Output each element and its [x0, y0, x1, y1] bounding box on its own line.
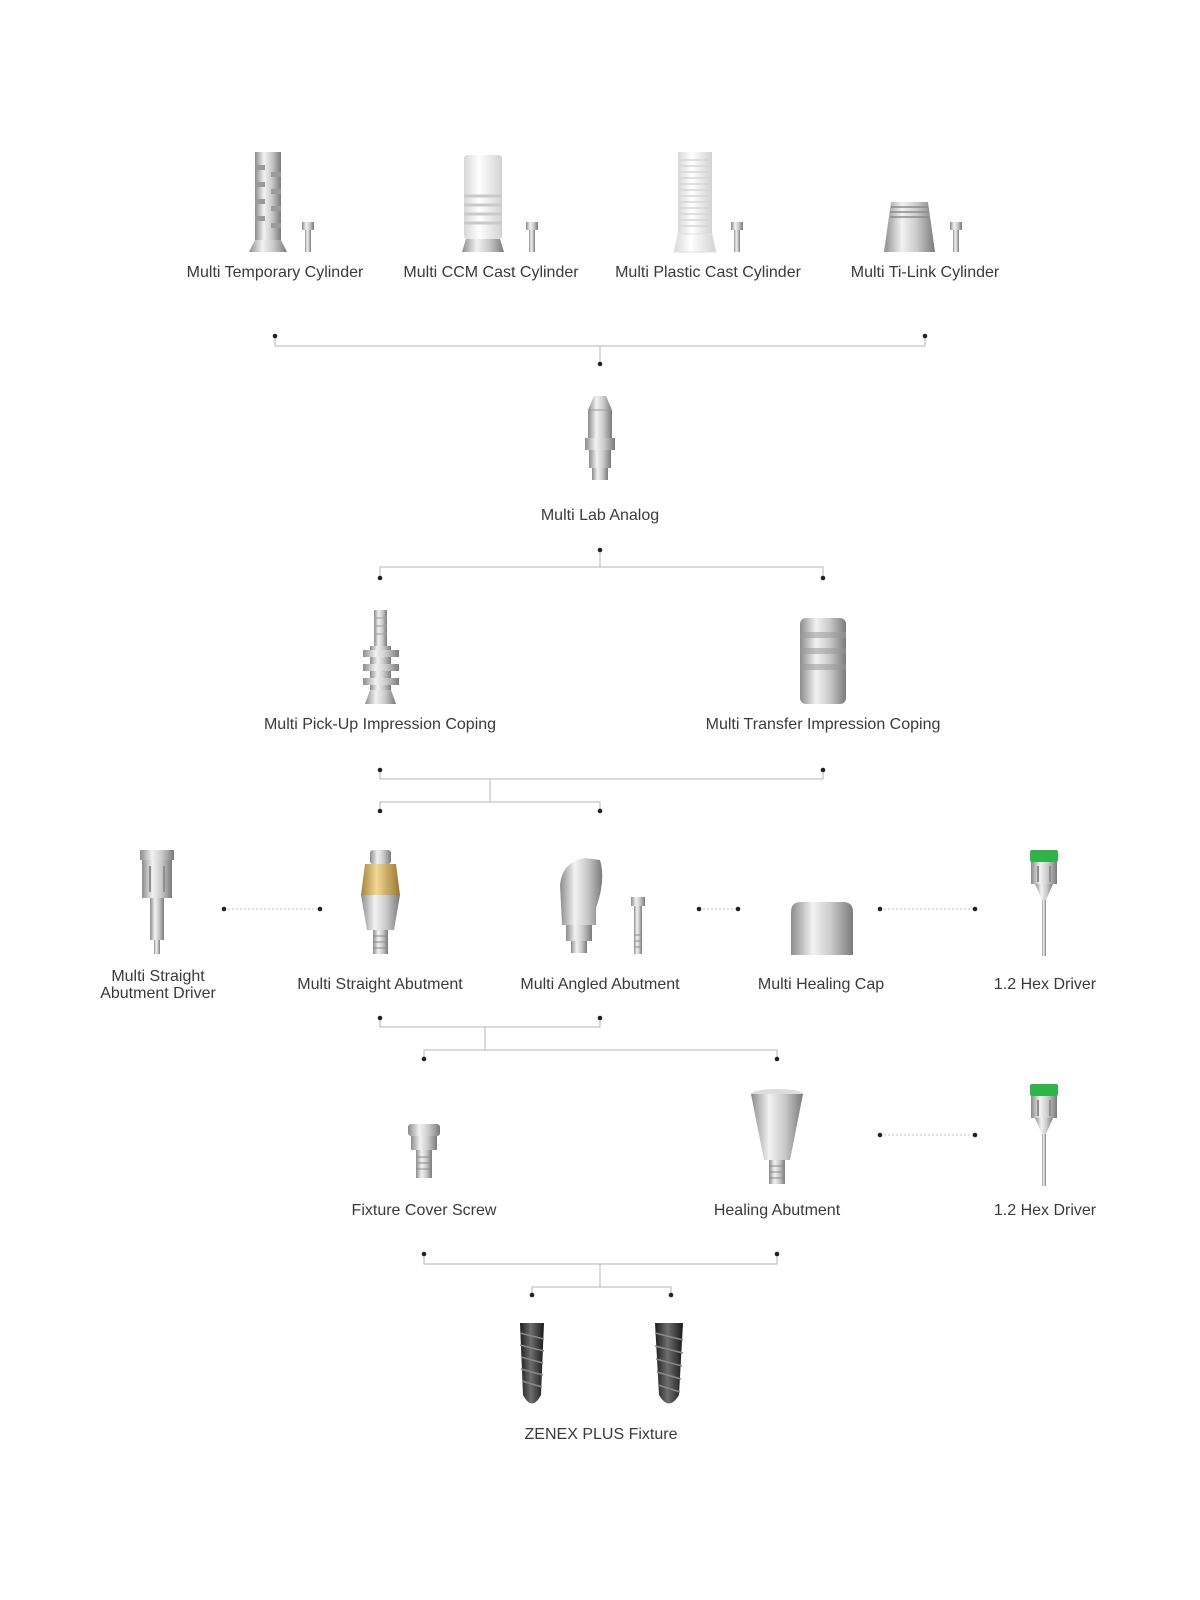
connector-cylinders-to-analog: [275, 337, 925, 364]
dot: [530, 1293, 535, 1298]
hex-driver-image: [1030, 1084, 1058, 1186]
label-plastic-cast-cylinder: Multi Plastic Cast Cylinder: [615, 264, 801, 281]
dot: [273, 334, 278, 339]
dot: [598, 548, 603, 553]
label-ti-link-cylinder: Multi Ti-Link Cylinder: [850, 264, 1000, 281]
label-lab-analog: Multi Lab Analog: [540, 507, 660, 524]
dot: [878, 907, 883, 912]
connector-screws-to-fixture: [424, 1254, 777, 1295]
hex-driver-image: [1030, 850, 1058, 956]
plastic-cast-cylinder-image: [674, 152, 743, 252]
cover-screw-image: [408, 1124, 440, 1178]
label-fixture: ZENEX PLUS Fixture: [524, 1426, 678, 1443]
dot: [821, 576, 826, 581]
straight-abutment-driver-image: [140, 850, 174, 954]
dot: [878, 1133, 883, 1138]
healing-cap-image: [791, 902, 853, 955]
label-hex-driver: 1.2 Hex Driver: [993, 1202, 1097, 1219]
dot: [222, 907, 227, 912]
label-healing-abutment: Healing Abutment: [713, 1202, 841, 1219]
label-transfer-coping: Multi Transfer Impression Coping: [705, 716, 941, 733]
fixture-image: [520, 1323, 544, 1404]
dot: [378, 576, 383, 581]
ti-link-cylinder-image: [884, 202, 962, 252]
dot: [775, 1057, 780, 1062]
lab-analog-image: [585, 396, 615, 480]
connector-abutments-to-screws: [380, 1018, 777, 1059]
label-line: Multi Straight: [111, 968, 205, 985]
label-angled-abutment: Multi Angled Abutment: [520, 976, 680, 993]
angled-abutment-image: [560, 858, 645, 954]
dot: [598, 809, 603, 814]
dot: [973, 907, 978, 912]
dot: [422, 1057, 427, 1062]
transfer-coping-image: [800, 618, 846, 704]
dot: [598, 362, 603, 367]
label-temporary-cylinder: Multi Temporary Cylinder: [186, 264, 364, 281]
straight-abutment-image: [361, 850, 400, 954]
label-ccm-cast-cylinder: Multi CCM Cast Cylinder: [403, 264, 579, 281]
dot: [973, 1133, 978, 1138]
connector-analog-to-copings: [380, 550, 823, 578]
dot: [923, 334, 928, 339]
label-line: Abutment Driver: [100, 985, 216, 1002]
label-straight-abutment-driver: [83, 968, 233, 1002]
dot: [697, 907, 702, 912]
fixture-image: [655, 1323, 683, 1404]
dot: [378, 768, 383, 773]
label-straight-abutment: Multi Straight Abutment: [297, 976, 463, 993]
connector-copings-to-abutments: [380, 770, 823, 811]
pickup-coping-image: [363, 610, 399, 704]
temporary-cylinder-image: [249, 152, 314, 252]
dot: [378, 809, 383, 814]
dot: [736, 907, 741, 912]
label-hex-driver: 1.2 Hex Driver: [993, 976, 1097, 993]
dot: [378, 1016, 383, 1021]
label-healing-cap: Multi Healing Cap: [757, 976, 885, 993]
dot: [821, 768, 826, 773]
ccm-cast-cylinder-image: [462, 155, 538, 252]
dot: [775, 1252, 780, 1257]
label-pickup-coping: Multi Pick-Up Impression Coping: [263, 716, 497, 733]
label-cover-screw: Fixture Cover Screw: [351, 1202, 497, 1219]
dot: [598, 1016, 603, 1021]
dot: [669, 1293, 674, 1298]
connector-lines: [275, 337, 925, 1295]
dot: [318, 907, 323, 912]
dot: [422, 1252, 427, 1257]
healing-abutment-image: [751, 1089, 803, 1184]
